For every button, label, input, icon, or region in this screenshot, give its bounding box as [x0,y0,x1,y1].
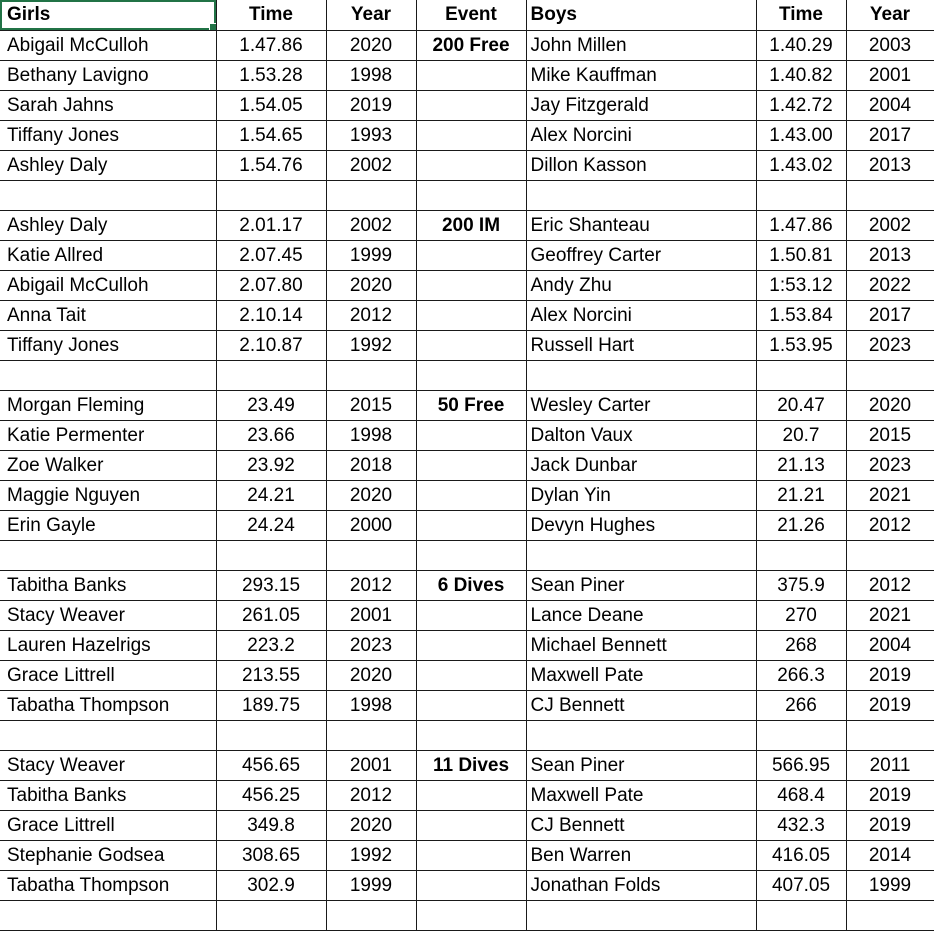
table-row [0,360,934,390]
header-girls-time[interactable]: Time [216,0,326,30]
event-cell[interactable] [416,690,526,720]
girl-name-cell[interactable]: Stephanie Godsea [0,840,216,870]
event-cell[interactable] [416,870,526,900]
boy-year-cell[interactable]: 2014 [846,840,934,870]
boy-time-cell[interactable]: 1.50.81 [756,240,846,270]
boy-name-cell[interactable]: Andy Zhu [526,270,756,300]
table-row [0,210,934,240]
header-girls[interactable] [0,0,216,30]
boy-time-cell[interactable] [756,720,846,750]
boy-year-cell[interactable] [846,360,934,390]
event-cell[interactable] [416,330,526,360]
girl-year-cell[interactable] [326,720,416,750]
boy-year-cell[interactable] [846,180,934,210]
girl-time-cell[interactable] [216,900,326,930]
event-cell[interactable] [416,120,526,150]
boy-time-cell[interactable] [756,180,846,210]
event-cell[interactable]: 200 IM [416,210,526,240]
girl-year-cell[interactable]: 2020 [326,270,416,300]
boy-time-cell[interactable] [756,360,846,390]
table-row [0,540,934,570]
boy-time-cell[interactable]: 266.3 [756,660,846,690]
boy-time-cell[interactable]: 1.42.72 [756,90,846,120]
table-row [0,900,934,930]
boy-year-cell[interactable]: 2004 [846,630,934,660]
girl-year-cell[interactable]: 1999 [326,240,416,270]
boy-year-cell[interactable]: 2015 [846,420,934,450]
girl-year-cell[interactable]: 2012 [326,300,416,330]
event-cell[interactable] [416,420,526,450]
girl-name-cell[interactable]: Tiffany Jones [0,330,216,360]
boy-name-cell[interactable]: Mike Kauffman [526,60,756,90]
girl-name-cell[interactable]: Erin Gayle [0,510,216,540]
girl-name-cell[interactable]: Bethany Lavigno [0,60,216,90]
boy-year-cell[interactable]: 2021 [846,600,934,630]
table-row [0,840,934,870]
girl-year-cell[interactable] [326,180,416,210]
girl-name-cell[interactable]: Tabatha Thompson [0,870,216,900]
event-cell[interactable] [416,60,526,90]
girl-time-cell[interactable]: 24.21 [216,480,326,510]
boy-name-cell[interactable]: Alex Norcini [526,120,756,150]
boy-name-cell[interactable]: Dylan Yin [526,480,756,510]
table-row [0,30,934,60]
girl-time-cell[interactable]: 24.24 [216,510,326,540]
event-cell[interactable] [416,480,526,510]
boy-time-cell[interactable]: 268 [756,630,846,660]
girl-name-cell[interactable]: Tabitha Banks [0,780,216,810]
boy-name-cell[interactable]: CJ Bennett [526,810,756,840]
girl-name-cell[interactable]: Maggie Nguyen [0,480,216,510]
boy-time-cell[interactable]: 21.26 [756,510,846,540]
boy-year-cell[interactable]: 2001 [846,60,934,90]
girl-time-cell[interactable]: 2.07.45 [216,240,326,270]
girl-time-cell[interactable]: 23.92 [216,450,326,480]
boy-name-cell[interactable]: John Millen [526,30,756,60]
boy-name-cell[interactable]: CJ Bennett [526,690,756,720]
event-cell[interactable]: 200 Free [416,30,526,60]
table-row [0,390,934,420]
girl-name-cell[interactable]: Stacy Weaver [0,750,216,780]
boy-year-cell[interactable]: 2012 [846,570,934,600]
girl-time-cell[interactable]: 456.25 [216,780,326,810]
event-cell[interactable] [416,450,526,480]
girl-year-cell[interactable]: 2020 [326,660,416,690]
girl-year-cell[interactable]: 2012 [326,570,416,600]
girl-name-cell[interactable] [0,180,216,210]
boy-year-cell[interactable]: 2021 [846,480,934,510]
girl-time-cell[interactable]: 189.75 [216,690,326,720]
boy-time-cell[interactable]: 416.05 [756,840,846,870]
girl-name-cell[interactable] [0,360,216,390]
girl-name-cell[interactable]: Anna Tait [0,300,216,330]
event-cell[interactable] [416,300,526,330]
boy-year-cell[interactable]: 2019 [846,810,934,840]
girl-time-cell[interactable]: 261.05 [216,600,326,630]
boy-name-cell[interactable]: Wesley Carter [526,390,756,420]
boy-name-cell[interactable]: Alex Norcini [526,300,756,330]
girl-time-cell[interactable]: 1.53.28 [216,60,326,90]
fill-handle[interactable] [209,23,217,31]
girl-year-cell[interactable]: 2020 [326,480,416,510]
boy-time-cell[interactable]: 1.47.86 [756,210,846,240]
event-cell[interactable] [416,900,526,930]
table-row [0,270,934,300]
girl-name-cell[interactable]: Abigail McCulloh [0,30,216,60]
event-cell[interactable] [416,540,526,570]
boy-year-cell[interactable]: 2003 [846,30,934,60]
boy-time-cell[interactable]: 20.7 [756,420,846,450]
boy-name-cell[interactable]: Eric Shanteau [526,210,756,240]
boy-time-cell[interactable]: 375.9 [756,570,846,600]
table-row [0,570,934,600]
girl-year-cell[interactable] [326,900,416,930]
table-row [0,780,934,810]
girl-year-cell[interactable]: 2020 [326,30,416,60]
table-row [0,510,934,540]
boy-time-cell[interactable]: 1.40.82 [756,60,846,90]
girl-year-cell[interactable]: 2019 [326,90,416,120]
boy-year-cell[interactable]: 2019 [846,660,934,690]
boy-name-cell[interactable]: Jack Dunbar [526,450,756,480]
boy-name-cell[interactable]: Dalton Vaux [526,420,756,450]
girl-time-cell[interactable]: 2.07.80 [216,270,326,300]
girl-time-cell[interactable] [216,540,326,570]
event-cell[interactable] [416,150,526,180]
boy-name-cell[interactable]: Michael Bennett [526,630,756,660]
girl-year-cell[interactable]: 2012 [326,780,416,810]
table-row [0,180,934,210]
boy-year-cell[interactable]: 2022 [846,270,934,300]
boy-time-cell[interactable]: 407.05 [756,870,846,900]
girl-time-cell[interactable]: 1.54.76 [216,150,326,180]
boy-year-cell[interactable]: 2013 [846,240,934,270]
boy-time-cell[interactable]: 566.95 [756,750,846,780]
table-row [0,690,934,720]
event-cell[interactable] [416,630,526,660]
boy-name-cell[interactable] [526,900,756,930]
girl-time-cell[interactable]: 223.2 [216,630,326,660]
boy-name-cell[interactable]: Maxwell Pate [526,780,756,810]
table-row [0,150,934,180]
girl-time-cell[interactable]: 349.8 [216,810,326,840]
girl-time-cell[interactable] [216,360,326,390]
boy-name-cell[interactable]: Ben Warren [526,840,756,870]
event-cell[interactable] [416,360,526,390]
girl-name-cell[interactable] [0,540,216,570]
boy-time-cell[interactable]: 432.3 [756,810,846,840]
boy-year-cell[interactable]: 2013 [846,150,934,180]
boy-name-cell[interactable] [526,360,756,390]
event-cell[interactable]: 50 Free [416,390,526,420]
boy-name-cell[interactable]: Jonathan Folds [526,870,756,900]
table-row [0,750,934,780]
girl-year-cell[interactable]: 2001 [326,750,416,780]
boy-year-cell[interactable]: 2019 [846,690,934,720]
girl-year-cell[interactable] [326,360,416,390]
boy-time-cell[interactable]: 1.40.29 [756,30,846,60]
girl-year-cell[interactable]: 2018 [326,450,416,480]
boy-name-cell[interactable]: Devyn Hughes [526,510,756,540]
event-cell[interactable] [416,810,526,840]
event-cell[interactable] [416,660,526,690]
boy-time-cell[interactable]: 20.47 [756,390,846,420]
header-row [0,0,934,30]
girl-year-cell[interactable]: 1992 [326,330,416,360]
event-cell[interactable] [416,90,526,120]
girl-year-cell[interactable] [326,540,416,570]
girl-name-cell[interactable]: Grace Littrell [0,810,216,840]
girl-name-cell[interactable]: Stacy Weaver [0,600,216,630]
table-row [0,600,934,630]
event-cell[interactable] [416,780,526,810]
boy-year-cell[interactable]: 2019 [846,780,934,810]
boy-year-cell[interactable]: 2004 [846,90,934,120]
girl-name-cell[interactable]: Ashley Daly [0,210,216,240]
boy-name-cell[interactable] [526,180,756,210]
girl-name-cell[interactable]: Grace Littrell [0,660,216,690]
boy-name-cell[interactable] [526,720,756,750]
header-boys-time[interactable]: Time [756,0,846,30]
boy-time-cell[interactable]: 1.53.95 [756,330,846,360]
boy-year-cell[interactable] [846,900,934,930]
boy-year-cell[interactable]: 2020 [846,390,934,420]
boy-name-cell[interactable] [526,540,756,570]
girl-year-cell[interactable]: 1998 [326,60,416,90]
boy-time-cell[interactable]: 1:53.12 [756,270,846,300]
event-cell[interactable] [416,720,526,750]
boy-time-cell[interactable] [756,540,846,570]
boy-time-cell[interactable] [756,900,846,930]
girl-time-cell[interactable]: 293.15 [216,570,326,600]
boy-time-cell[interactable]: 270 [756,600,846,630]
boy-year-cell[interactable]: 2023 [846,330,934,360]
boy-time-cell[interactable]: 21.13 [756,450,846,480]
girl-time-cell[interactable]: 302.9 [216,870,326,900]
girl-time-cell[interactable]: 1.54.05 [216,90,326,120]
girl-time-cell[interactable]: 2.10.87 [216,330,326,360]
table-row [0,240,934,270]
boy-name-cell[interactable]: Maxwell Pate [526,660,756,690]
boy-year-cell[interactable]: 2002 [846,210,934,240]
girl-time-cell[interactable]: 23.66 [216,420,326,450]
boy-year-cell[interactable]: 1999 [846,870,934,900]
boy-time-cell[interactable]: 21.21 [756,480,846,510]
girl-year-cell[interactable]: 2001 [326,600,416,630]
boy-year-cell[interactable]: 2012 [846,510,934,540]
event-cell[interactable] [416,270,526,300]
boy-year-cell[interactable]: 2017 [846,120,934,150]
table-row [0,330,934,360]
girl-name-cell[interactable]: Morgan Fleming [0,390,216,420]
table-row [0,870,934,900]
header-girls-label: Girls [7,4,51,26]
event-cell[interactable] [416,240,526,270]
boy-year-cell[interactable] [846,540,934,570]
boy-name-cell[interactable]: Sean Piner [526,570,756,600]
event-cell[interactable] [416,840,526,870]
girl-year-cell[interactable]: 2002 [326,150,416,180]
table-row [0,90,934,120]
girl-year-cell[interactable]: 1998 [326,420,416,450]
girl-name-cell[interactable]: Zoe Walker [0,450,216,480]
header-event[interactable]: Event [416,0,526,30]
girl-name-cell[interactable]: Tabatha Thompson [0,690,216,720]
girl-name-cell[interactable]: Tabitha Banks [0,570,216,600]
boy-name-cell[interactable]: Russell Hart [526,330,756,360]
girl-year-cell[interactable]: 1999 [326,870,416,900]
girl-name-cell[interactable]: Lauren Hazelrigs [0,630,216,660]
table-row [0,660,934,690]
boy-time-cell[interactable]: 1.53.84 [756,300,846,330]
girl-time-cell[interactable]: 456.65 [216,750,326,780]
girl-name-cell[interactable]: Abigail McCulloh [0,270,216,300]
girl-year-cell[interactable]: 2000 [326,510,416,540]
boy-name-cell[interactable]: Lance Deane [526,600,756,630]
girl-year-cell[interactable]: 2020 [326,810,416,840]
boy-name-cell[interactable]: Geoffrey Carter [526,240,756,270]
girl-name-cell[interactable] [0,900,216,930]
girl-time-cell[interactable]: 2.10.14 [216,300,326,330]
boy-time-cell[interactable]: 468.4 [756,780,846,810]
girl-time-cell[interactable]: 1.47.86 [216,30,326,60]
girl-name-cell[interactable]: Katie Allred [0,240,216,270]
girl-time-cell[interactable]: 1.54.65 [216,120,326,150]
event-cell[interactable] [416,600,526,630]
boy-name-cell[interactable]: Sean Piner [526,750,756,780]
table-row [0,420,934,450]
boy-time-cell[interactable]: 266 [756,690,846,720]
girl-time-cell[interactable]: 23.49 [216,390,326,420]
event-cell[interactable]: 6 Dives [416,570,526,600]
boy-time-cell[interactable]: 1.43.00 [756,120,846,150]
boy-year-cell[interactable]: 2023 [846,450,934,480]
boy-name-cell[interactable]: Dillon Kasson [526,150,756,180]
boy-year-cell[interactable]: 2017 [846,300,934,330]
girl-time-cell[interactable]: 308.65 [216,840,326,870]
girl-time-cell[interactable] [216,720,326,750]
girl-name-cell[interactable] [0,720,216,750]
girl-year-cell[interactable]: 1998 [326,690,416,720]
boy-name-cell[interactable]: Jay Fitzgerald [526,90,756,120]
header-girls-year[interactable]: Year [326,0,416,30]
event-cell[interactable] [416,510,526,540]
header-boys-year[interactable]: Year [846,0,934,30]
table-row [0,450,934,480]
girl-year-cell[interactable]: 1992 [326,840,416,870]
table-row [0,300,934,330]
girl-name-cell[interactable]: Sarah Jahns [0,90,216,120]
table-row [0,60,934,90]
boy-time-cell[interactable]: 1.43.02 [756,150,846,180]
girl-name-cell[interactable]: Ashley Daly [0,150,216,180]
table-row [0,480,934,510]
table-row [0,120,934,150]
girl-time-cell[interactable]: 2.01.17 [216,210,326,240]
girl-year-cell[interactable]: 2002 [326,210,416,240]
girl-year-cell[interactable]: 2015 [326,390,416,420]
event-cell[interactable]: 11 Dives [416,750,526,780]
table-row [0,720,934,750]
boy-year-cell[interactable] [846,720,934,750]
girl-time-cell[interactable] [216,180,326,210]
table-row [0,630,934,660]
event-cell[interactable] [416,180,526,210]
girl-year-cell[interactable]: 2023 [326,630,416,660]
header-boys[interactable]: Boys [526,0,756,30]
girl-name-cell[interactable]: Katie Permenter [0,420,216,450]
girl-name-cell[interactable]: Tiffany Jones [0,120,216,150]
boy-year-cell[interactable]: 2011 [846,750,934,780]
girl-time-cell[interactable]: 213.55 [216,660,326,690]
girl-year-cell[interactable]: 1993 [326,120,416,150]
table-row [0,810,934,840]
